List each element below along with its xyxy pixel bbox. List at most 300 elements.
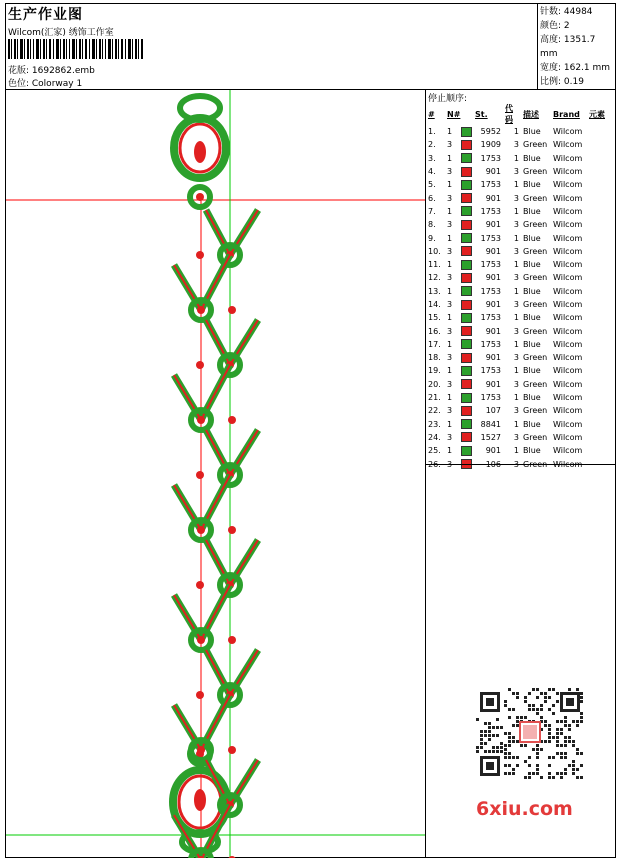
qr-module bbox=[480, 746, 483, 749]
qr-module bbox=[480, 730, 483, 733]
row-stitches: 901 bbox=[485, 353, 501, 363]
row-code: 3 bbox=[513, 326, 519, 336]
loose-bead bbox=[228, 306, 236, 314]
row-code: 1 bbox=[513, 153, 519, 163]
row-brand: Wilcom bbox=[553, 379, 583, 389]
row-index: 1. bbox=[428, 127, 436, 137]
row-needle: 1 bbox=[447, 206, 453, 216]
qr-module bbox=[548, 764, 551, 767]
qr-module bbox=[492, 734, 495, 737]
row-brand: Wilcom bbox=[553, 206, 583, 216]
qr-module bbox=[512, 724, 515, 727]
row-swatch bbox=[461, 191, 475, 204]
table-row bbox=[426, 391, 611, 404]
qr-module bbox=[552, 712, 555, 715]
design-width: 宽度: 162.1 mm bbox=[540, 63, 611, 73]
design-scale: 比例: 0.19 bbox=[540, 77, 584, 87]
qr-module bbox=[508, 716, 511, 719]
row-element bbox=[589, 378, 611, 391]
color-swatch bbox=[461, 180, 472, 190]
loose-bead bbox=[228, 746, 236, 754]
row-index: 6. bbox=[428, 193, 436, 203]
qr-module bbox=[572, 772, 575, 775]
stop-sequence-table bbox=[426, 103, 611, 471]
row-brand: Wilcom bbox=[553, 313, 583, 323]
row-code: 1 bbox=[513, 393, 519, 403]
qr-module bbox=[528, 704, 531, 707]
qr-module bbox=[480, 742, 483, 745]
table-row bbox=[426, 338, 611, 351]
qr-module bbox=[512, 756, 515, 759]
stats-panel bbox=[538, 4, 615, 90]
loose-bead bbox=[228, 856, 236, 858]
qr-module bbox=[508, 708, 511, 711]
row-swatch bbox=[461, 231, 475, 244]
row-code: 1 bbox=[513, 260, 519, 270]
qr-module bbox=[580, 712, 583, 715]
row-description: Blue bbox=[523, 153, 541, 163]
qr-module bbox=[540, 708, 543, 711]
chain-bead bbox=[197, 746, 205, 754]
qr-module bbox=[548, 696, 551, 699]
color-swatch bbox=[461, 206, 472, 216]
qr-module bbox=[572, 760, 575, 763]
row-index: 14. bbox=[428, 300, 441, 309]
qr-module bbox=[528, 764, 531, 767]
row-description: Green bbox=[523, 406, 548, 416]
table-row bbox=[426, 311, 611, 324]
row-index: 17. bbox=[428, 339, 441, 349]
qr-module bbox=[548, 708, 551, 711]
row-needle: 3 bbox=[447, 326, 453, 336]
qr-module bbox=[524, 760, 527, 763]
qr-module bbox=[560, 720, 563, 723]
qr-module bbox=[560, 752, 563, 755]
row-description: Green bbox=[523, 246, 548, 256]
table-row bbox=[426, 191, 611, 204]
row-stitches: 1753 bbox=[480, 260, 501, 270]
table-row bbox=[426, 418, 611, 431]
row-description: Green bbox=[523, 353, 548, 363]
qr-module bbox=[484, 730, 487, 733]
color-swatch bbox=[461, 446, 472, 456]
row-index: 24. bbox=[428, 432, 441, 442]
row-element bbox=[589, 418, 611, 431]
row-stitches: 1753 bbox=[480, 286, 501, 296]
qr-code-icon bbox=[472, 684, 588, 784]
qr-module bbox=[504, 704, 507, 707]
row-element bbox=[589, 205, 611, 218]
row-description: Green bbox=[523, 300, 548, 309]
table-row bbox=[426, 298, 611, 311]
color-swatch bbox=[461, 339, 472, 349]
row-needle: 3 bbox=[447, 273, 453, 283]
qr-module bbox=[576, 688, 579, 691]
qr-module bbox=[576, 748, 579, 751]
row-code: 3 bbox=[513, 220, 519, 230]
row-needle: 1 bbox=[447, 393, 453, 403]
row-needle: 3 bbox=[447, 459, 453, 469]
row-swatch bbox=[461, 178, 475, 191]
qr-module bbox=[480, 738, 483, 741]
row-description: Green bbox=[523, 193, 548, 203]
qr-module bbox=[540, 692, 543, 695]
qr-module bbox=[536, 712, 539, 715]
row-stitches: 1753 bbox=[480, 180, 501, 190]
row-index: 2. bbox=[428, 140, 436, 150]
qr-module bbox=[560, 772, 563, 775]
header-panel bbox=[6, 4, 538, 90]
color-swatch bbox=[461, 220, 472, 230]
row-code: 1 bbox=[513, 127, 519, 137]
qr-module bbox=[492, 750, 495, 753]
row-element bbox=[589, 324, 611, 337]
row-needle: 1 bbox=[447, 446, 453, 456]
qr-module bbox=[580, 764, 583, 767]
row-needle: 1 bbox=[447, 366, 453, 376]
row-element bbox=[589, 191, 611, 204]
qr-module bbox=[560, 756, 563, 759]
qr-module bbox=[572, 740, 575, 743]
row-brand: Wilcom bbox=[553, 446, 583, 456]
row-swatch bbox=[461, 152, 475, 165]
row-needle: 3 bbox=[447, 379, 453, 389]
qr-module bbox=[544, 724, 547, 727]
qr-module bbox=[564, 756, 567, 759]
table-row bbox=[426, 351, 611, 364]
table-row bbox=[426, 138, 611, 151]
row-stitches: 901 bbox=[485, 273, 501, 283]
row-swatch bbox=[461, 338, 475, 351]
color-swatch bbox=[461, 246, 472, 256]
qr-module bbox=[536, 708, 539, 711]
col-header-code: 代码 bbox=[505, 104, 513, 124]
col-header-element: 元素 bbox=[589, 109, 605, 119]
worksheet bbox=[5, 3, 616, 858]
qr-module bbox=[580, 720, 583, 723]
row-code: 1 bbox=[513, 206, 519, 216]
row-stitches: 1753 bbox=[480, 313, 501, 323]
qr-module bbox=[496, 718, 499, 721]
qr-module bbox=[504, 700, 507, 703]
table-row bbox=[426, 245, 611, 258]
color-swatch bbox=[461, 393, 472, 403]
qr-module bbox=[480, 734, 483, 737]
row-index: 3. bbox=[428, 153, 436, 163]
qr-module bbox=[556, 692, 559, 695]
qr-module bbox=[512, 772, 515, 775]
row-description: Green bbox=[523, 379, 548, 389]
row-description: Blue bbox=[523, 393, 541, 403]
row-code: 1 bbox=[513, 233, 519, 243]
qr-module bbox=[500, 750, 503, 753]
row-index: 5. bbox=[428, 180, 436, 190]
row-swatch bbox=[461, 285, 475, 298]
col-header-swatch bbox=[461, 103, 475, 125]
qr-module bbox=[548, 772, 551, 775]
color-swatch bbox=[461, 300, 472, 310]
row-element bbox=[589, 231, 611, 244]
qr-module bbox=[544, 692, 547, 695]
qr-module bbox=[568, 724, 571, 727]
qr-module bbox=[536, 772, 539, 775]
row-element bbox=[589, 404, 611, 417]
row-swatch bbox=[461, 258, 475, 271]
qr-module bbox=[556, 728, 559, 731]
loose-bead bbox=[196, 471, 204, 479]
color-swatch bbox=[461, 273, 472, 283]
color-swatch bbox=[461, 353, 472, 363]
row-stitches: 901 bbox=[485, 193, 501, 203]
row-code: 3 bbox=[513, 406, 519, 416]
qr-module bbox=[536, 752, 539, 755]
qr-module bbox=[556, 732, 559, 735]
chain-bead bbox=[197, 636, 205, 644]
qr-module bbox=[516, 740, 519, 743]
row-swatch bbox=[461, 138, 475, 151]
row-description: Blue bbox=[523, 206, 541, 216]
color-swatch bbox=[461, 127, 472, 137]
color-swatch bbox=[461, 167, 472, 177]
qr-module bbox=[576, 724, 579, 727]
row-swatch bbox=[461, 298, 475, 311]
qr-module bbox=[536, 756, 539, 759]
row-element bbox=[589, 431, 611, 444]
qr-module bbox=[524, 744, 527, 747]
row-stitches: 901 bbox=[485, 300, 501, 309]
row-brand: Wilcom bbox=[553, 153, 583, 163]
row-swatch bbox=[461, 165, 475, 178]
row-brand: Wilcom bbox=[553, 326, 583, 336]
qr-module bbox=[540, 704, 543, 707]
qr-module bbox=[516, 692, 519, 695]
row-needle: 1 bbox=[447, 286, 453, 296]
row-needle: 1 bbox=[447, 260, 453, 270]
row-brand: Wilcom bbox=[553, 366, 583, 376]
colorway-label: 色位: Colorway 1 bbox=[8, 79, 83, 89]
qr-module bbox=[524, 700, 527, 703]
qr-module bbox=[572, 768, 575, 771]
row-swatch bbox=[461, 245, 475, 258]
row-index: 13. bbox=[428, 286, 441, 296]
loose-bead bbox=[196, 361, 204, 369]
row-swatch bbox=[461, 324, 475, 337]
col-header-index: # bbox=[428, 109, 435, 119]
row-brand: Wilcom bbox=[553, 419, 583, 429]
row-description: Green bbox=[523, 459, 548, 469]
qr-module bbox=[496, 726, 499, 729]
color-swatch bbox=[461, 233, 472, 243]
qr-module bbox=[556, 772, 559, 775]
row-swatch bbox=[461, 364, 475, 377]
qr-module bbox=[556, 744, 559, 747]
row-index: 20. bbox=[428, 379, 441, 389]
qr-module bbox=[524, 696, 527, 699]
row-description: Blue bbox=[523, 313, 541, 323]
row-brand: Wilcom bbox=[553, 286, 583, 296]
qr-module bbox=[496, 750, 499, 753]
row-needle: 1 bbox=[447, 153, 453, 163]
qr-module bbox=[484, 742, 487, 745]
row-needle: 3 bbox=[447, 220, 453, 230]
qr-module bbox=[552, 688, 555, 691]
pendant-drop bbox=[194, 141, 206, 163]
qr-module bbox=[516, 764, 519, 767]
qr-module bbox=[528, 692, 531, 695]
row-description: Green bbox=[523, 140, 548, 150]
qr-module bbox=[548, 776, 551, 779]
row-stitches: 901 bbox=[485, 246, 501, 256]
row-stitches: 1527 bbox=[480, 432, 501, 442]
row-brand: Wilcom bbox=[553, 273, 583, 283]
qr-module bbox=[516, 724, 519, 727]
row-code: 1 bbox=[513, 180, 519, 190]
row-element bbox=[589, 218, 611, 231]
row-description: Blue bbox=[523, 366, 541, 376]
color-swatch bbox=[461, 379, 472, 389]
row-element bbox=[589, 444, 611, 457]
color-count: 颜色: 2 bbox=[540, 21, 570, 31]
color-swatch bbox=[461, 326, 472, 336]
qr-module bbox=[528, 708, 531, 711]
qr-module bbox=[536, 688, 539, 691]
qr-module bbox=[560, 732, 563, 735]
row-index: 16. bbox=[428, 326, 441, 336]
row-stitches: 1909 bbox=[480, 140, 501, 150]
row-stitches: 106 bbox=[485, 459, 501, 469]
row-description: Blue bbox=[523, 260, 541, 270]
qr-module bbox=[572, 764, 575, 767]
qr-module bbox=[556, 752, 559, 755]
row-code: 1 bbox=[513, 366, 519, 376]
row-index: 12. bbox=[428, 273, 441, 283]
row-stitches: 1753 bbox=[480, 339, 501, 349]
qr-module bbox=[508, 752, 511, 755]
barcode-icon bbox=[8, 39, 144, 59]
qr-module bbox=[580, 700, 583, 703]
row-stitches: 8841 bbox=[480, 419, 501, 429]
qr-module bbox=[532, 748, 535, 751]
qr-module bbox=[548, 724, 551, 727]
row-needle: 3 bbox=[447, 406, 453, 416]
col-header-brand: Brand bbox=[553, 109, 580, 119]
qr-module bbox=[560, 744, 563, 747]
table-row bbox=[426, 285, 611, 298]
qr-module bbox=[544, 720, 547, 723]
row-needle: 1 bbox=[447, 339, 453, 349]
table-row bbox=[426, 205, 611, 218]
qr-module bbox=[520, 744, 523, 747]
qr-module bbox=[500, 742, 503, 745]
row-brand: Wilcom bbox=[553, 432, 583, 442]
row-swatch bbox=[461, 271, 475, 284]
row-brand: Wilcom bbox=[553, 260, 583, 270]
color-swatch bbox=[461, 260, 472, 270]
row-index: 18. bbox=[428, 353, 441, 363]
qr-module bbox=[556, 736, 559, 739]
qr-module bbox=[572, 744, 575, 747]
row-needle: 3 bbox=[447, 140, 453, 150]
row-brand: Wilcom bbox=[553, 339, 583, 349]
row-index: 10. bbox=[428, 246, 441, 256]
qr-module bbox=[488, 730, 491, 733]
design-file-label: 花版: 1692862.emb bbox=[8, 66, 95, 76]
qr-module bbox=[488, 734, 491, 737]
qr-module bbox=[556, 700, 559, 703]
qr-module bbox=[572, 720, 575, 723]
row-needle: 3 bbox=[447, 246, 453, 256]
row-code: 3 bbox=[513, 246, 519, 256]
row-index: 7. bbox=[428, 206, 436, 216]
qr-module bbox=[524, 716, 527, 719]
qr-module bbox=[500, 746, 503, 749]
row-stitches: 901 bbox=[485, 446, 501, 456]
qr-module bbox=[536, 696, 539, 699]
row-code: 3 bbox=[513, 273, 519, 283]
table-row bbox=[426, 218, 611, 231]
qr-module bbox=[540, 716, 543, 719]
row-brand: Wilcom bbox=[553, 300, 583, 309]
qr-module bbox=[508, 764, 511, 767]
row-element bbox=[589, 311, 611, 324]
qr-module bbox=[544, 740, 547, 743]
row-needle: 1 bbox=[447, 233, 453, 243]
embroidery-design bbox=[6, 90, 426, 858]
row-description: Blue bbox=[523, 419, 541, 429]
design-preview bbox=[6, 90, 426, 858]
qr-module bbox=[516, 696, 519, 699]
qr-module bbox=[568, 764, 571, 767]
row-code: 3 bbox=[513, 432, 519, 442]
loose-bead bbox=[228, 526, 236, 534]
row-brand: Wilcom bbox=[553, 127, 583, 137]
qr-module bbox=[580, 692, 583, 695]
qr-module bbox=[556, 720, 559, 723]
row-description: Green bbox=[523, 220, 548, 230]
qr-module bbox=[504, 752, 507, 755]
row-element bbox=[589, 285, 611, 298]
qr-module bbox=[488, 722, 491, 725]
loose-bead bbox=[228, 416, 236, 424]
qr-module bbox=[504, 732, 507, 735]
row-index: 4. bbox=[428, 167, 436, 177]
row-swatch bbox=[461, 391, 475, 404]
qr-module bbox=[528, 776, 531, 779]
row-index: 26. bbox=[428, 459, 441, 469]
row-code: 1 bbox=[513, 446, 519, 456]
row-code: 1 bbox=[513, 419, 519, 429]
col-header-description: 描述 bbox=[523, 109, 539, 119]
row-brand: Wilcom bbox=[553, 246, 583, 256]
row-needle: 3 bbox=[447, 193, 453, 203]
stop-sequence-panel bbox=[426, 90, 616, 858]
row-description: Blue bbox=[523, 233, 541, 243]
qr-module bbox=[484, 734, 487, 737]
color-swatch bbox=[461, 193, 472, 203]
row-index: 8. bbox=[428, 220, 436, 230]
qr-module bbox=[512, 768, 515, 771]
color-swatch bbox=[461, 419, 472, 429]
qr-module bbox=[520, 716, 523, 719]
qr-module bbox=[568, 736, 571, 739]
color-swatch bbox=[461, 153, 472, 163]
qr-module bbox=[548, 736, 551, 739]
row-brand: Wilcom bbox=[553, 140, 583, 150]
table-row bbox=[426, 271, 611, 284]
row-stitches: 901 bbox=[485, 220, 501, 230]
qr-module bbox=[564, 744, 567, 747]
qr-module bbox=[504, 772, 507, 775]
